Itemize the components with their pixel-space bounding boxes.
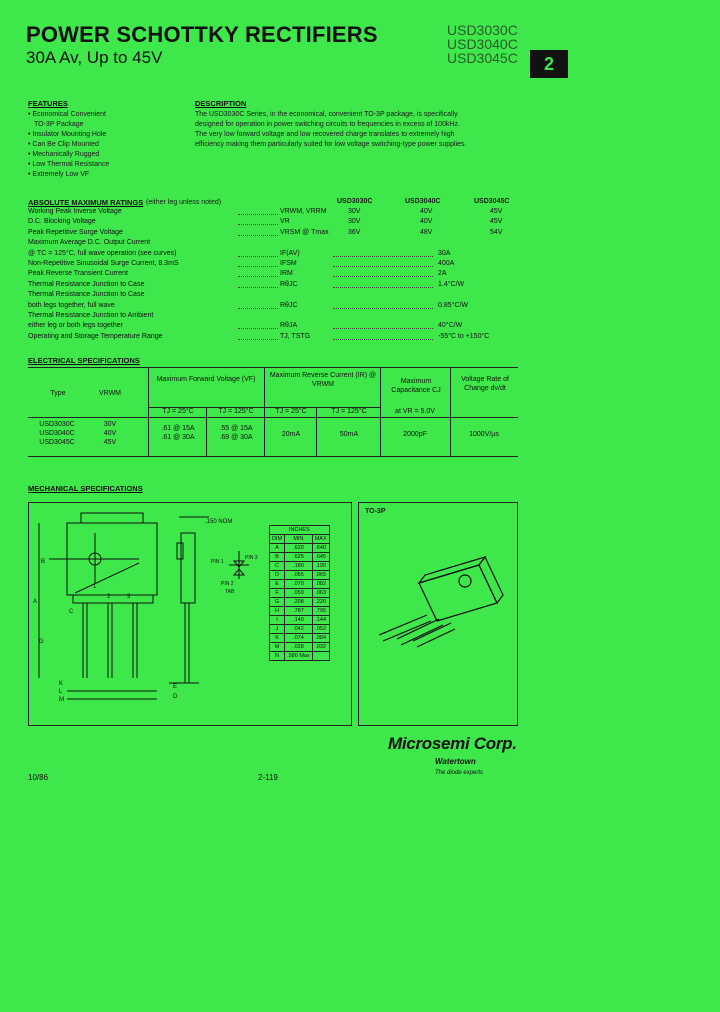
part-number: USD3030C xyxy=(447,22,518,38)
brand-logo: Microsemi Corp. xyxy=(388,734,517,753)
rating-label: Maximum Average D.C. Output Current xyxy=(28,239,151,247)
rating-symbol: RθJC xyxy=(280,301,298,309)
dim-cell: .042 xyxy=(285,625,313,634)
dim-row xyxy=(270,562,330,571)
brand-location: Watertown xyxy=(435,757,476,766)
sub-head: TJ = 125°C xyxy=(218,408,254,415)
dim-row xyxy=(270,571,330,580)
dim-cell: .220 xyxy=(312,598,329,607)
description-line: The very low forward voltage and low recovered charge translates to extremely high xyxy=(195,131,455,138)
cap-cell: 2000pF xyxy=(403,431,427,438)
dim-row xyxy=(270,544,330,553)
dim-cell: A xyxy=(270,544,285,553)
description-line: designed for operation in power switching circuits to frequencies in excess of 100kHz. xyxy=(195,121,460,128)
rating-row xyxy=(28,302,528,312)
part-number: USD3040C xyxy=(447,36,518,52)
rating-value: 0.85°C/W xyxy=(438,301,469,309)
ir-head: Maximum Reverse Current (IR) @ VRWM xyxy=(269,372,377,388)
svg-text:1: 1 xyxy=(93,584,97,590)
brand-tagline: The diode experts xyxy=(435,770,484,776)
svg-text:D: D xyxy=(173,694,178,700)
rating-label: either leg or both legs together xyxy=(28,322,123,330)
sub-head: at VR = 5.0V xyxy=(395,408,435,415)
feature-item: • Can Be Clip Mounted xyxy=(28,141,99,148)
package-label: TO-3P xyxy=(365,508,386,515)
svg-text:3: 3 xyxy=(127,594,131,600)
ratings-note: (either leg unless noted) xyxy=(146,199,222,206)
svg-text:C: C xyxy=(69,609,74,615)
rating-value: -55°C to +150°C xyxy=(438,332,490,340)
description-line: The USD3030C Series, in the economical, convenient TO-3P package, is specifically xyxy=(195,111,458,118)
rating-row xyxy=(28,333,528,343)
vf125-cell: .55 @ 15A xyxy=(219,425,253,432)
ir25-cell: 20mA xyxy=(281,431,301,438)
dim-cell: .140 xyxy=(285,616,313,625)
rating-row xyxy=(28,322,528,332)
dim-cell: .052 xyxy=(312,625,329,634)
dim-cell: .074 xyxy=(285,634,313,643)
rating-value: 2A xyxy=(438,270,447,278)
vf25-cell: .61 @ 30A xyxy=(161,434,195,441)
pin-label: PIN 1 xyxy=(211,559,224,565)
feature-item: • Insulator Mounting Hole xyxy=(28,131,107,138)
dim-row xyxy=(270,643,330,652)
feature-item: • Mechanically Rugged xyxy=(28,151,100,158)
ratings-heading: ABSOLUTE MAXIMUM RATINGS xyxy=(28,198,144,207)
svg-text:A: A xyxy=(33,599,38,605)
dim-head: INCHES xyxy=(270,526,330,535)
ratings-col-head: USD3040C xyxy=(405,198,441,205)
dim-cell: .070 xyxy=(285,580,313,589)
vrwm-cell: 45V xyxy=(103,439,117,446)
dim-row xyxy=(270,598,330,607)
svg-text:2: 2 xyxy=(107,594,111,600)
dim-cell: .063 xyxy=(312,589,329,598)
dim-cell: .084 xyxy=(312,634,329,643)
dim-cell: M xyxy=(270,643,285,652)
description-line: efficiency making them particularly suited for low voltage switching-type power supplies. xyxy=(195,141,467,148)
rating-value: 54V xyxy=(490,228,503,236)
pin-label: PIN 2 xyxy=(221,581,234,587)
dvdt-cell: 1000V/µs xyxy=(469,431,499,438)
dim-cell: F xyxy=(270,589,285,598)
dimension-table-wrap xyxy=(269,525,330,661)
feature-item: • Economical Convenient xyxy=(28,111,106,118)
svg-text:L: L xyxy=(59,689,63,695)
svg-text:G: G xyxy=(39,639,44,645)
rating-label: D.C. Blocking Voltage xyxy=(28,218,96,226)
rating-symbol: VRWM, VRRM xyxy=(280,208,327,215)
rating-row xyxy=(28,312,528,322)
rating-value: 36V xyxy=(348,228,361,236)
dimension-table xyxy=(269,525,330,661)
rating-row xyxy=(28,250,528,260)
description-heading: DESCRIPTION xyxy=(195,99,247,108)
footer-page: 2-119 xyxy=(258,773,278,782)
outline-drawing-box xyxy=(28,502,352,726)
feature-item: TO-3P Package xyxy=(34,121,84,128)
rating-row xyxy=(28,239,528,249)
sub-head: TJ = 25°C xyxy=(162,408,194,415)
dim-cell: G xyxy=(270,598,285,607)
rating-value: 48V xyxy=(420,228,433,236)
dim-cell: .190 xyxy=(312,562,329,571)
dim-cell: E xyxy=(270,580,285,589)
to3p-package-illustration xyxy=(359,503,517,725)
rating-symbol: RθJC xyxy=(280,280,298,288)
dim-cell: I xyxy=(270,616,285,625)
features-list xyxy=(28,110,109,180)
rating-symbol: VRSM @ Tmax xyxy=(280,228,329,236)
svg-text:E: E xyxy=(173,684,178,690)
rating-label: Non-Repetitive Sinusoidal Surge Current, 8.3mS xyxy=(28,260,179,267)
rating-value: 400A xyxy=(438,260,455,267)
dim-col: MAX xyxy=(312,535,329,544)
feature-item: • Extremely Low VF xyxy=(28,171,90,178)
ratings-col-head: USD3045C xyxy=(474,198,510,205)
dim-row xyxy=(270,634,330,643)
rating-label: Thermal Resistance Junction to Ambient xyxy=(28,312,154,319)
dim-cell: .180 xyxy=(285,562,313,571)
dim-cell: .055 xyxy=(285,571,313,580)
part-number: USD3045C xyxy=(447,50,518,66)
vf-head: Maximum Forward Voltage (VF) xyxy=(156,376,256,383)
rating-value: 40°C/W xyxy=(438,322,463,330)
dim-cell: .144 xyxy=(312,616,329,625)
electrical-table xyxy=(28,367,518,457)
page-subtitle: 30A Av, Up to 45V xyxy=(26,48,163,67)
rating-symbol: IF(AV) xyxy=(280,249,300,257)
vf25-cell: .61 @ 15A xyxy=(161,425,195,432)
rating-label: Peak Repetitive Surge Voltage xyxy=(28,228,123,236)
rating-row xyxy=(28,270,528,280)
rating-value: 45V xyxy=(490,218,503,226)
dim-row xyxy=(270,580,330,589)
dim-cell: H xyxy=(270,607,285,616)
dim-cell: C xyxy=(270,562,285,571)
svg-text:B: B xyxy=(41,559,46,565)
dim-cell: .620 xyxy=(285,544,313,553)
rating-value: 40V xyxy=(420,208,433,215)
type-col-head: Type xyxy=(50,390,66,397)
pin-label: PIN 3 xyxy=(245,555,258,561)
rating-symbol: RθJA xyxy=(280,322,298,330)
dim-row xyxy=(270,607,330,616)
rating-symbol: IFSM xyxy=(280,260,297,267)
dim-row xyxy=(270,616,330,625)
rating-label: Operating and Storage Temperature Range xyxy=(28,332,163,340)
vrwm-cell: 30V xyxy=(103,421,117,428)
dim-cell: .028 xyxy=(285,643,313,652)
rating-symbol: VR xyxy=(280,218,290,226)
svg-text:K: K xyxy=(59,681,64,687)
dim-cell: N xyxy=(270,652,285,661)
rating-row xyxy=(28,260,528,270)
features-heading: FEATURES xyxy=(28,99,68,108)
dim-cell: J xyxy=(270,625,285,634)
footer-date: 10/86 xyxy=(28,773,49,782)
electrical-heading: ELECTRICAL SPECIFICATIONS xyxy=(28,356,140,365)
type-cell: USD3030C xyxy=(39,421,75,428)
page-title: POWER SCHOTTKY RECTIFIERS xyxy=(26,22,378,47)
dim-col: DIM xyxy=(270,535,285,544)
type-cell: USD3040C xyxy=(39,430,75,437)
dim-cell: .640 xyxy=(312,544,329,553)
dim-cell xyxy=(312,652,329,661)
dim-cell: D xyxy=(270,571,285,580)
vrwm-cell: 40V xyxy=(103,430,117,437)
dim-col: MIN xyxy=(285,535,313,544)
dim-cell: B xyxy=(270,553,285,562)
mechanical-heading: MECHANICAL SPECIFICATIONS xyxy=(28,484,143,493)
package-photo-box xyxy=(358,502,518,726)
ratings-col-head: USD3030C xyxy=(337,198,373,205)
dim-cell: .208 xyxy=(285,598,313,607)
rating-value: 1.4°C/W xyxy=(438,280,465,288)
rating-value: 30V xyxy=(348,208,361,215)
type-cell: USD3045C xyxy=(39,439,75,446)
dim-cell: .059 xyxy=(285,589,313,598)
rating-row xyxy=(28,291,528,301)
rating-value: 30V xyxy=(348,218,361,226)
rating-row xyxy=(28,229,528,239)
dim-row xyxy=(270,553,330,562)
rating-symbol: TJ, TSTG xyxy=(280,332,311,340)
dim-cell: .032 xyxy=(312,643,329,652)
rating-label: Working Peak Inverse Voltage xyxy=(28,208,122,215)
cap-head: Maximum Capacitance CJ xyxy=(391,378,441,394)
dim-row xyxy=(270,589,330,598)
dim-cell: .082 xyxy=(312,580,329,589)
dvdt-head: Voltage Rate of Change dv/dt xyxy=(461,376,509,392)
rating-label: Peak Reverse Transient Current xyxy=(28,270,128,278)
ir125-cell: 50mA xyxy=(339,431,359,438)
sub-head: TJ = 125°C xyxy=(331,408,367,415)
rating-label: both legs together, full wave xyxy=(28,301,115,309)
section-badge: 2 xyxy=(530,50,568,78)
rating-label: @ TC = 125°C, full wave operation (see curves) xyxy=(28,249,177,257)
dim-cell: .580 Max xyxy=(285,652,313,661)
rating-label: Thermal Resistance Junction to Case xyxy=(28,291,145,299)
rating-value: 40V xyxy=(420,218,433,226)
rating-label: Thermal Resistance Junction to Case xyxy=(28,280,145,288)
rating-row xyxy=(28,218,528,228)
dim-cell: .787 xyxy=(285,607,313,616)
rating-row xyxy=(28,208,528,218)
svg-text:M: M xyxy=(59,697,64,703)
feature-item: • Low Thermal Resistance xyxy=(28,161,110,168)
dim-cell: .625 xyxy=(285,553,313,562)
sub-head: TJ = 25°C xyxy=(275,408,307,415)
vf125-cell: .69 @ 30A xyxy=(219,434,253,441)
rating-row xyxy=(28,281,528,291)
dim-cell: .065 xyxy=(312,571,329,580)
rating-symbol: IRM xyxy=(280,270,293,278)
vrwm-col-head: VRWM xyxy=(98,390,122,397)
dim-row xyxy=(270,625,330,634)
dim-cell: K xyxy=(270,634,285,643)
pin-label: TAB xyxy=(225,589,235,595)
description-text xyxy=(195,110,515,150)
dim-cell: .795 xyxy=(312,607,329,616)
rating-value: 30A xyxy=(438,249,451,257)
rating-value: 45V xyxy=(490,208,503,215)
dim-cell: .645 xyxy=(312,553,329,562)
nom-label: .150 NOM xyxy=(205,519,233,525)
dim-row xyxy=(270,652,330,661)
